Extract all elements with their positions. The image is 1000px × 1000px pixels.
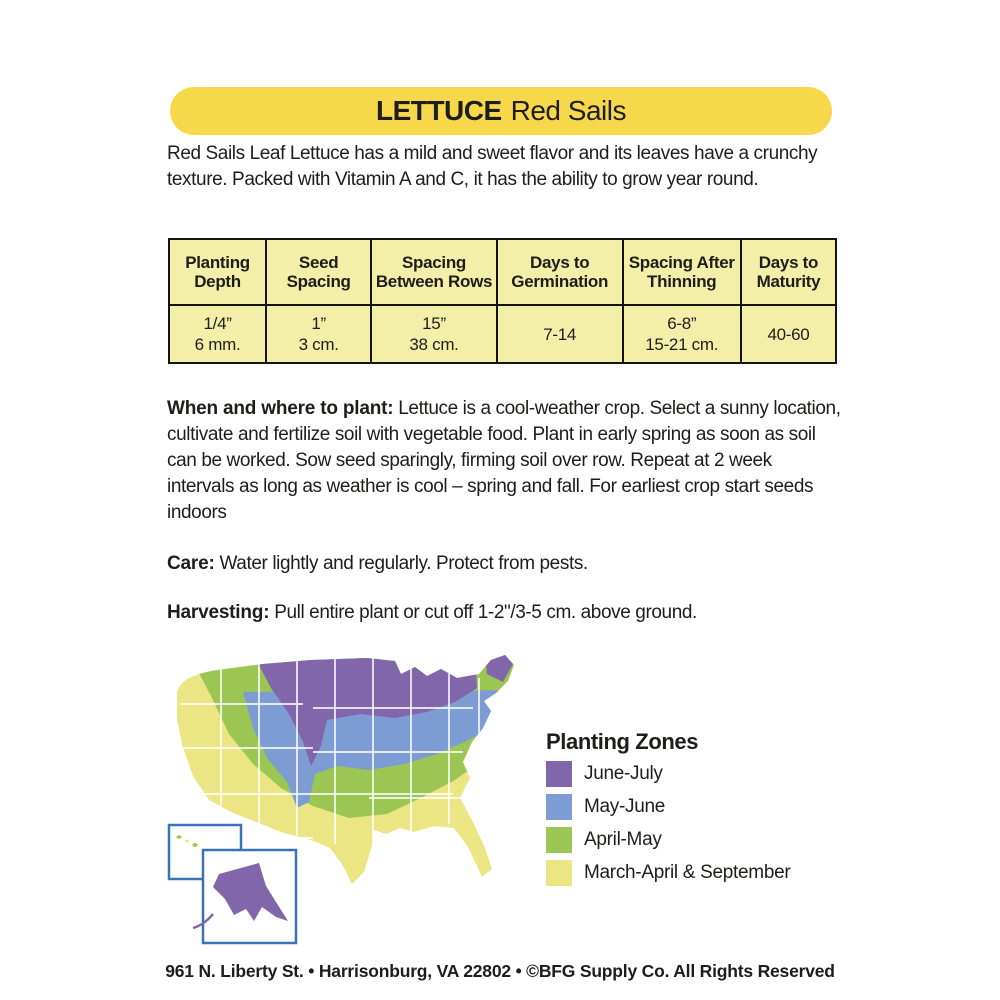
table-value-planting-depth: 1/4” 6 mm. xyxy=(194,314,241,354)
alaska-inset xyxy=(193,850,296,943)
legend-swatch-purple xyxy=(546,761,572,787)
table-value-spacing-between-rows: 15” 38 cm. xyxy=(370,306,496,362)
legend-item-march-april-september: March-April & September xyxy=(546,860,790,886)
planting-zones-legend xyxy=(546,761,790,886)
description-text: Red Sails Leaf Lettuce has a mild and sweet flavor and its leaves have a crunchy texture. Packed with Vitamin A and C, it has the ability to grow year round. xyxy=(167,143,818,190)
legend-title: Planting Zones xyxy=(546,729,699,754)
legend-item-june-july: June-July xyxy=(546,761,790,787)
title-bar xyxy=(170,87,832,135)
footer-address: 961 N. Liberty St. • Harrisonburg, VA 22802 • ©BFG Supply Co. All Rights Reserved xyxy=(165,961,835,981)
legend-swatch-yellow xyxy=(546,860,572,886)
table-header-spacing-after-thinning: Spacing After Thinning xyxy=(622,240,740,306)
section-text: Lettuce is a cool-weather crop. Select a sunny location, cultivate and fertilize soil with vegetable food. Plant in early spring as soon as soil can be worked. Sow seed sparingly, firming soil over row. Repeat at 2 week intervals as long as weather is cool – spring and fall. For earliest crop start seeds indoors xyxy=(167,398,841,523)
legend-swatch-green xyxy=(546,827,572,853)
planting-info-table xyxy=(168,238,837,364)
table-header-seed-spacing: Seed Spacing xyxy=(265,240,370,306)
legend-item-may-june: May-June xyxy=(546,794,790,820)
table-value-days-to-maturity: 40-60 xyxy=(740,306,835,362)
section-care xyxy=(167,551,843,577)
table-value-days-to-germination: 7-14 xyxy=(496,306,622,362)
section-label: Care: xyxy=(167,553,215,574)
table-header-planting-depth: Planting Depth xyxy=(170,240,265,306)
legend-item-april-may: April-May xyxy=(546,827,790,853)
table-value-seed-spacing: 1” 3 cm. xyxy=(265,306,370,362)
us-planting-zones-map xyxy=(163,648,543,950)
section-label: When and where to plant: xyxy=(167,398,394,419)
table-header-days-to-germination: Days to Germination xyxy=(496,240,622,306)
variety-name-regular: Red Sails xyxy=(510,95,626,126)
table-header-spacing-between-rows: Spacing Between Rows xyxy=(370,240,496,306)
section-text: Pull entire plant or cut off 1-2"/3-5 cm. above ground. xyxy=(274,602,697,623)
variety-name-bold: LETTUCE xyxy=(376,95,502,126)
section-harvesting xyxy=(167,600,843,626)
table-value-spacing-after-thinning: 6-8” 15-21 cm. xyxy=(622,306,740,362)
section-when-and-where xyxy=(167,396,843,526)
section-text: Water lightly and regularly. Protect from pests. xyxy=(219,553,588,574)
section-label: Harvesting: xyxy=(167,602,270,623)
legend-swatch-blue xyxy=(546,794,572,820)
table-header-days-to-maturity: Days to Maturity xyxy=(740,240,835,306)
